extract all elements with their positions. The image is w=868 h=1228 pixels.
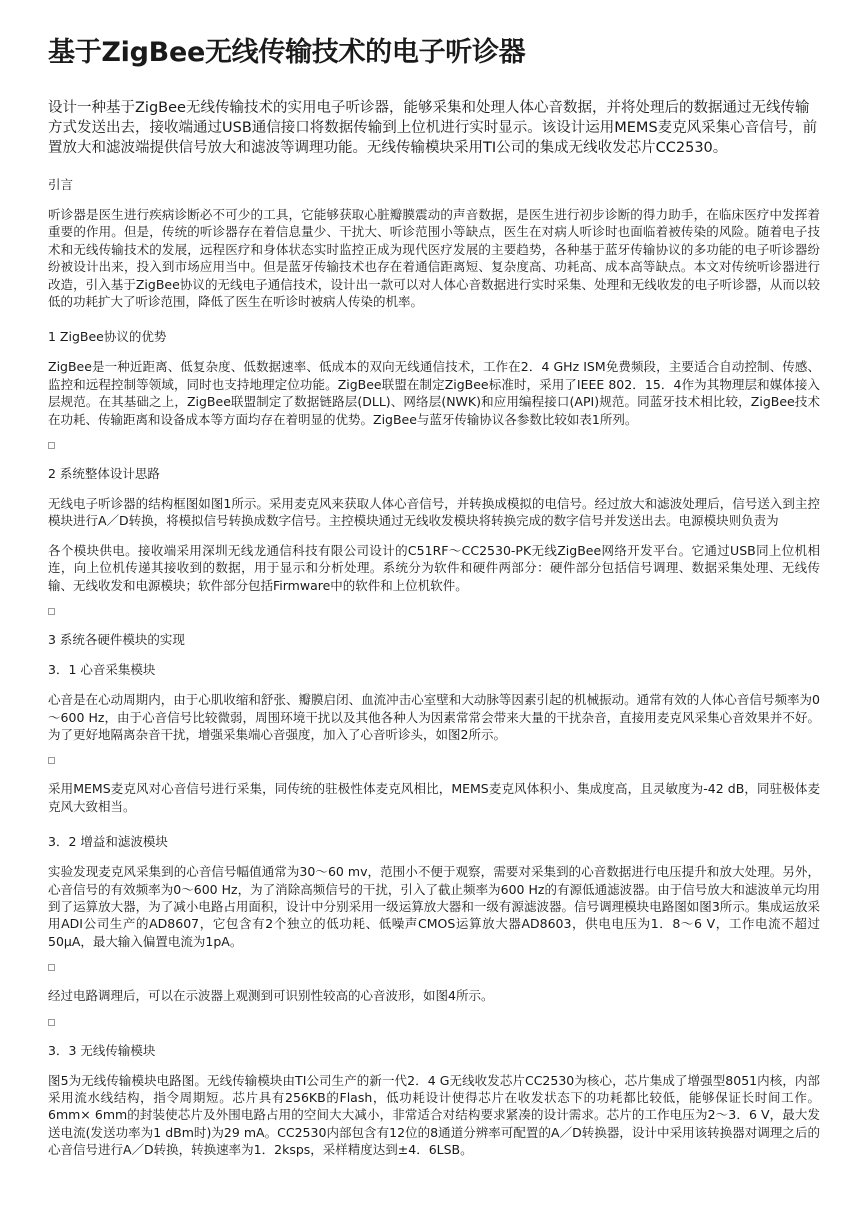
- article-title: 基于ZigBee无线传输技术的电子听诊器: [48, 37, 526, 68]
- section-1-heading: 1 ZigBee协议的优势: [48, 329, 167, 345]
- section-2-paragraph-b: 各个模块供电。接收端采用深圳无线龙通信科技有限公司设计的C51RF～CC2530-PK无线ZigBee网络开发平台。它通过USB同上位机相连，向上位机传递其接收到的数据，用于显示和分析处理。系统分为软件和硬件两部分：硬件部分包括信号调理、数据采集处理、无线传输、无线收发和电源模块；软件部分包括Firmware中的软件和上位机软件。: [48, 542, 820, 593]
- broken-image-placeholder: [48, 757, 55, 764]
- section-3-3-heading: 3．3 无线传输模块: [48, 1042, 156, 1058]
- section-3-1-heading: 3．1 心音采集模块: [48, 662, 156, 678]
- section-3-heading: 3 系统各硬件模块的实现: [48, 632, 185, 648]
- section-3-2-paragraph-b: 经过电路调理后，可以在示波器上观测到可识别性较高的心音波形，如图4所示。: [48, 988, 494, 1004]
- broken-image-placeholder: [48, 964, 55, 971]
- intro-heading: 引言: [48, 177, 74, 192]
- section-3-2-paragraph-a: 实验发现麦克风采集到的心音信号幅值通常为30～60 mv，范围小不便于观察，需要对采集到的心音数据进行电压提升和放大处理。另外，心音信号的有效频率为0～600 Hz，为了消除高频信号的干扰，引入了截止频率为600 Hz的有源低通滤波器。由于信号放大和滤波单元均用到了运算放大器，为了减小电路占用面积，设计中分别采用一级运算放大器和一级有源滤波器。信号调理模块电路图如图3所示。集成运放采用ADI公司生产的AD8607，它包含有2个独立的低功耗、低噪声CMOS运算放大器AD8603，供电电压为1．8～6 V，工作电流不超过50μA，最大输入偏置电流为1pA。: [48, 864, 820, 949]
- section-3-1-paragraph-b: 采用MEMS麦克风对心音信号进行采集，同传统的驻极性体麦克风相比，MEMS麦克风体积小、集成度高，且灵敏度为-42 dB，同驻极体麦克风大致相当。: [48, 781, 820, 814]
- section-3-1-paragraph-a: 心音是在心动周期内，由于心肌收缩和舒张、瓣膜启闭、血流冲击心室壁和大动脉等因素引起的机械振动。通常有效的人体心音信号频率为0～600 Hz，由于心音信号比较微弱，周围环境干扰以及其他各种人为因素常常会带来大量的干扰杂音，直接用麦克风采集心音效果并不好。为了更好地隔离杂音干扰，增强采集端心音强度，加入了心音听诊头，如图2所示。: [48, 692, 820, 742]
- section-1-paragraph: ZigBee是一种近距离、低复杂度、低数据速率、低成本的双向无线通信技术，工作在2．4 GHz ISM免费频段，主要适合自动控制、传感、监控和远程控制等领域，同时也支持地理定位功能。ZigBee联盟在制定ZigBee标准时，采用了IEEE 802．15．4作为其物理层和媒体接入层规范。在其基础之上，ZigBee联盟制定了数据链路层(DLL)、网络层(NWK)和应用编程接口(API)规范。同蓝牙技术相比较，ZigBee技术在功耗、传输距离和设备成本等方面均存在着明显的优势。ZigBee与蓝牙传输协议各参数比较如表1所列。: [48, 359, 820, 427]
- section-2-paragraph-a: 无线电子听诊器的结构框图如图1所示。采用麦克风来获取人体心音信号，并转换成模拟的电信号。经过放大和滤波处理后，信号送入到主控模块进行A／D转换，将模拟信号转换成数字信号。主控模块通过无线收发模块将转换完成的数字信号并发送出去。电源模块则负责为: [48, 496, 820, 529]
- broken-image-placeholder: [48, 442, 55, 449]
- section-3-3-paragraph: 图5为无线传输模块电路图。无线传输模块由TI公司生产的新一代2．4 G无线收发芯片CC2530为核心，芯片集成了增强型8051内核，内部采用流水线结构，指令周期短。芯片具有256KB的Flash，低功耗设计使得芯片在收发状态下的功耗都比较低，能够保证长时间工作。6mm× 6mm的封装使芯片及外围电路占用的空间大大减小，非常适合对结构要求紧凑的设计需求。芯片的工作电压为2～3．6 V，最大发送电流(发送功率为1 dBm时)为29 mA。CC2530内部包含有12位的8通道分辨率可配置的A／D转换器，设计中采用该转换器对调理之后的心音信号进行A／D转换，转换速率为1．2ksps，采样精度达到±4．6LSB。: [48, 1072, 820, 1158]
- section-3-2-heading: 3．2 增益和滤波模块: [48, 834, 168, 850]
- section-2-heading: 2 系统整体设计思路: [48, 466, 160, 482]
- intro-paragraph: 听诊器是医生进行疾病诊断必不可少的工具，它能够获取心脏瓣膜震动的声音数据，是医生进行初步诊断的得力助手，在临床医疗中发挥着重要的作用。但是，传统的听诊器存在着信息量少、干扰大、听诊范围小等缺点，医生在对病人听诊时也面临着被传染的风险。随着电子技术和无线传输技术的发展，远程医疗和身体状态实时监控正成为现代医疗发展的主要趋势，各种基于蓝牙传输协议的多功能的电子听诊器纷纷被设计出来，投入到市场应用当中。但是蓝牙传输技术也存在着通信距离短、复杂度高、功耗高、成本高等缺点。本文对传统听诊器进行改造，引入基于ZigBee协议的无线电子通信技术，设计出一款可以对人体心音数据进行实时采集、处理和无线收发的电子听诊器，从而以较低的功耗扩大了听诊范围，降低了医生在听诊时被病人传染的机率。: [48, 207, 820, 310]
- broken-image-placeholder: [48, 1019, 55, 1026]
- broken-image-placeholder: [48, 608, 55, 615]
- article-abstract: 设计一种基于ZigBee无线传输技术的实用电子听诊器，能够采集和处理人体心音数据，并将处理后的数据通过无线传输方式发送出去，接收端通过USB通信接口将数据传输到上位机进行实时显示。该设计运用MEMS麦克风采集心音信号，前置放大和滤波端提供信号放大和滤波等调理功能。无线传输模块采用TI公司的集成无线收发芯片CC2530。: [48, 100, 818, 156]
